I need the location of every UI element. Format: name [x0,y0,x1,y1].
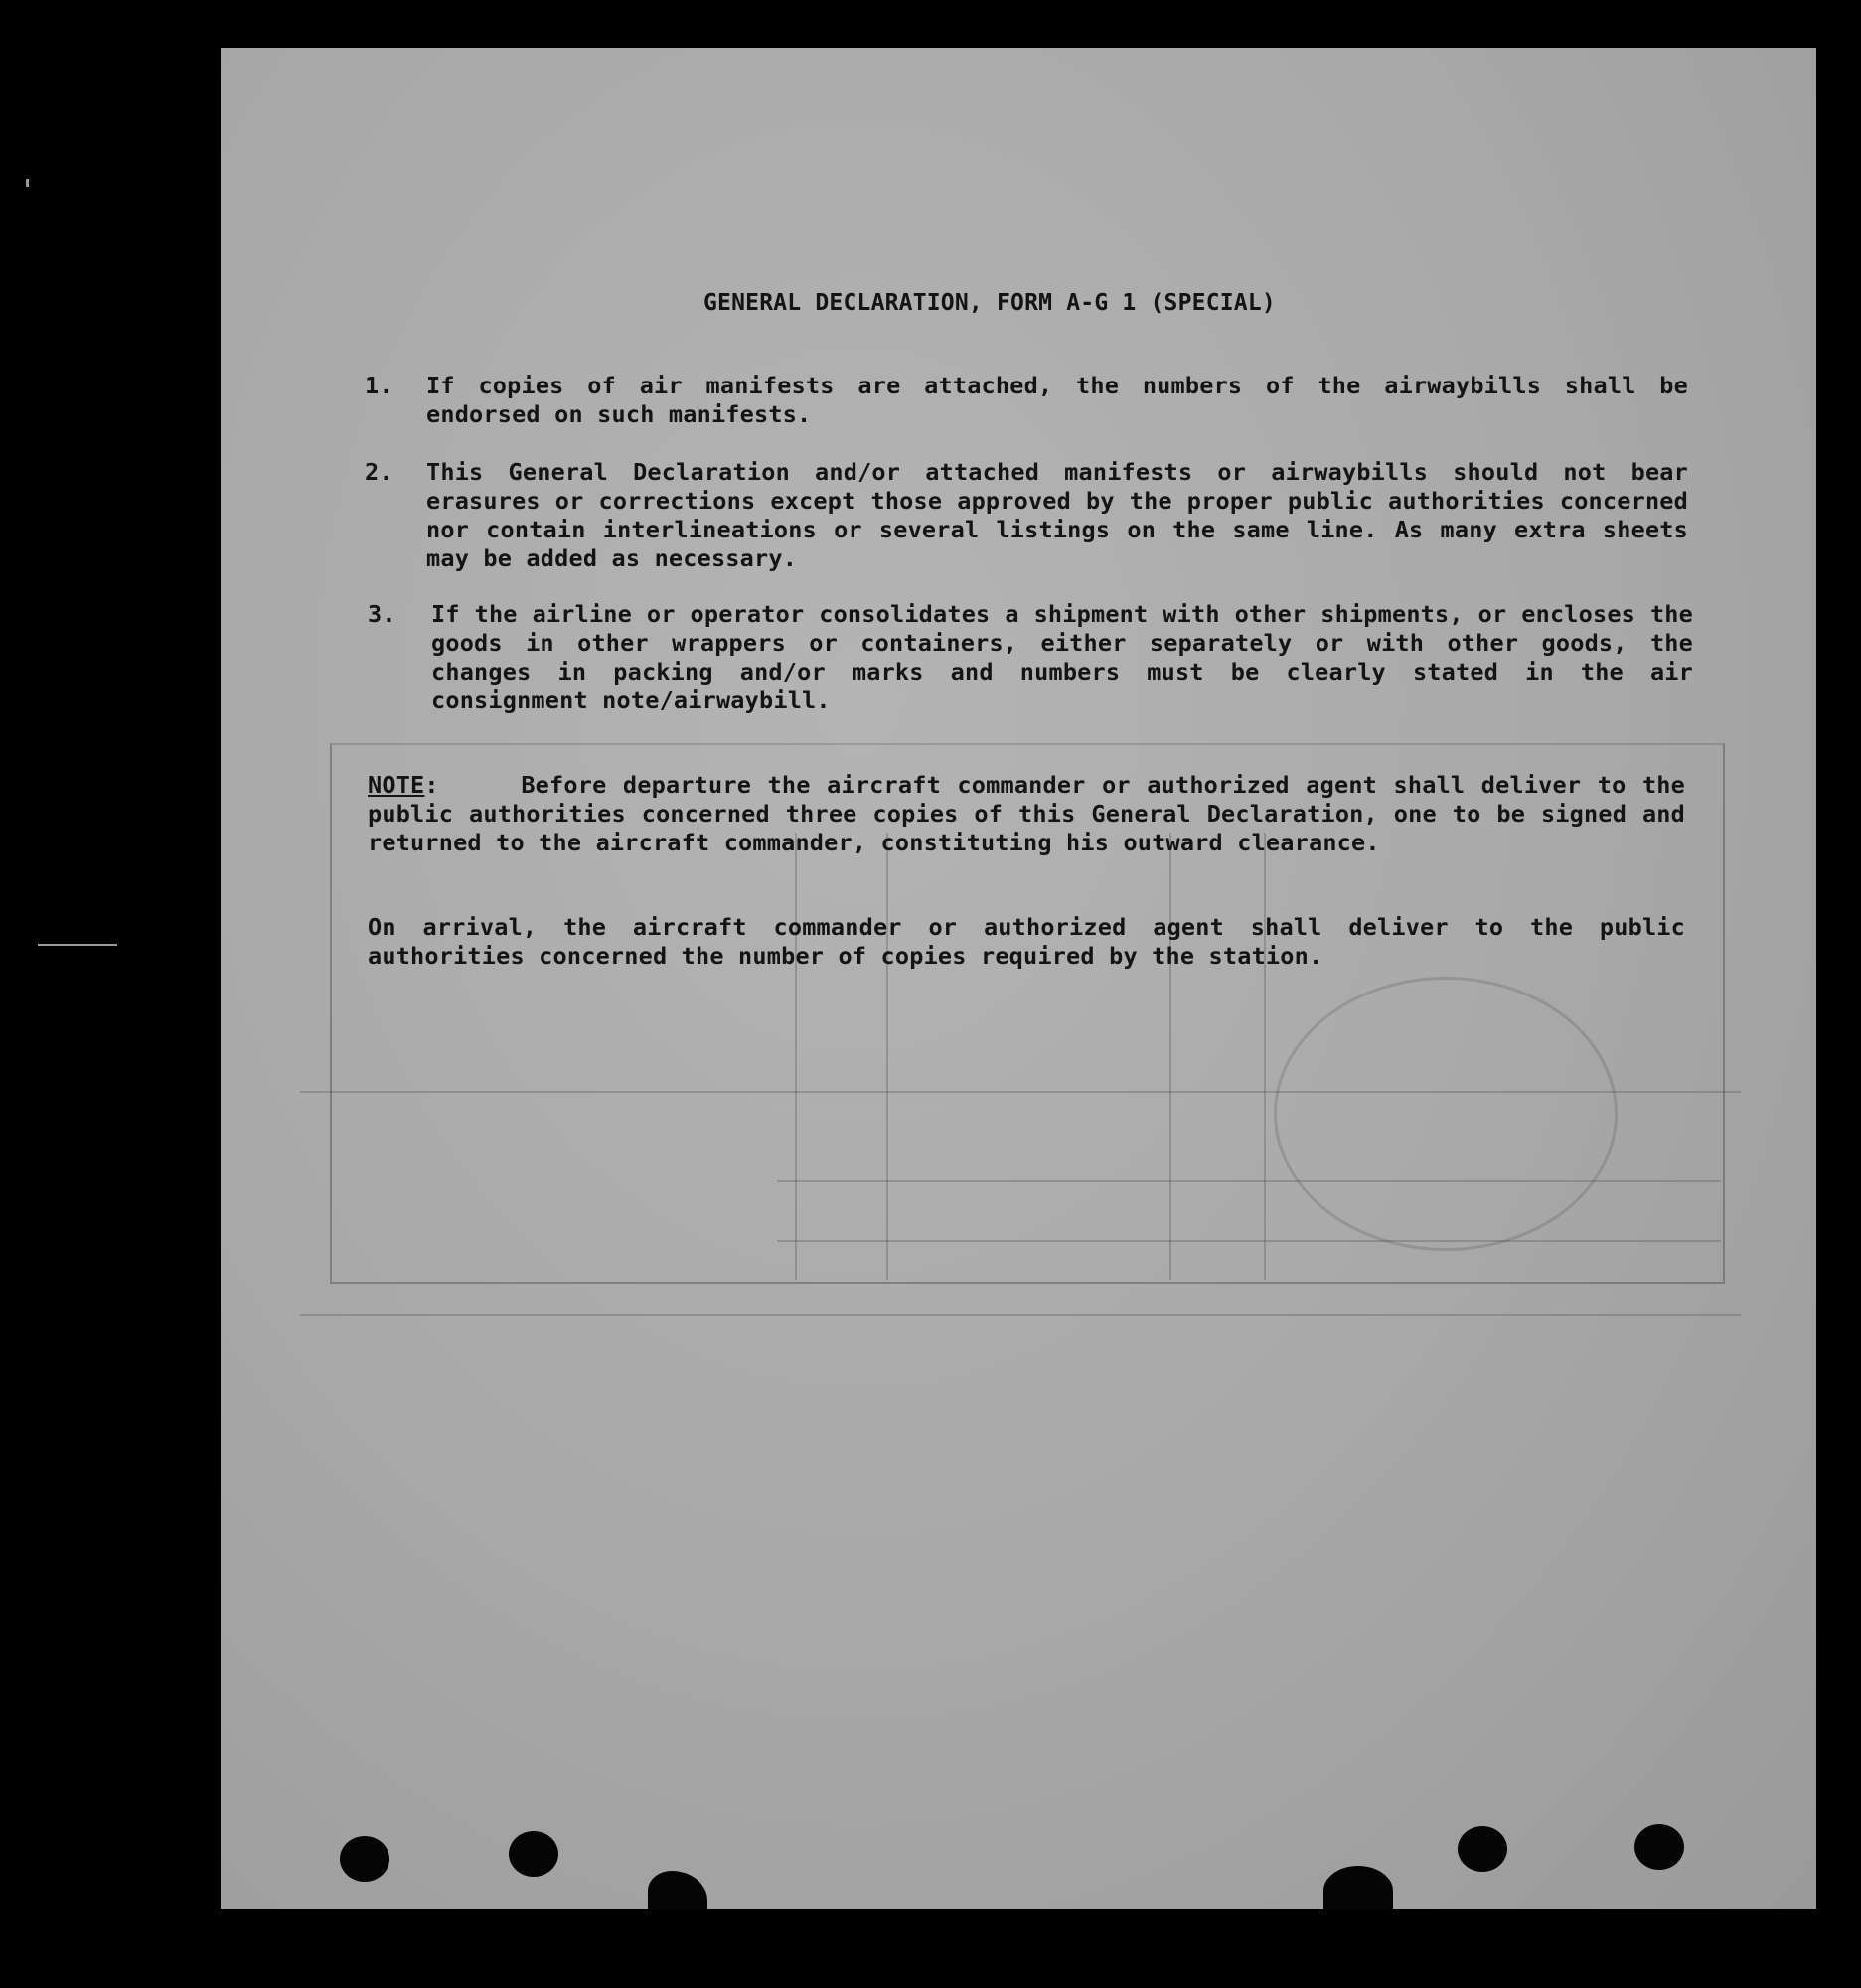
scan-artifact [38,944,117,946]
item-2-text: This General Declaration and/or attached manifests or airwaybills should not bear erasures or corrections except those approved by the proper public authorities concerned nor contain interlineations or several listings on the same line. As many extra sheets may be added as necessary. [426,458,1688,572]
bleed-through-line [300,1314,1741,1316]
item-3-text: If the airline or operator consolidates a shipment with other shipments, or encloses the goods in other wrappers or containers, either separately or with other goods, the changes in packing and/or marks and numbers must be clearly stated in the air consignment note/airwaybill. [431,600,1693,714]
torn-edge [648,1871,707,1909]
arrival-paragraph: On arrival, the aircraft commander or authorized agent shall deliver to the public authorities concerned the number of copies required by the station. [368,913,1685,970]
torn-edge [1323,1866,1393,1909]
punch-hole [1458,1826,1507,1872]
item-1-number: 1. [365,372,393,399]
punch-hole [1634,1824,1684,1870]
punch-hole [509,1831,558,1877]
note-paragraph: NOTE: Before departure the aircraft commander or authorized agent shall deliver to the public authorities concerned three copies of this General Declaration, one to be signed and returned to the aircraft commander, constituting his outward clearance. [368,771,1685,856]
bleed-through-stamp [1274,977,1618,1251]
bleed-through-divider [1264,833,1266,1280]
scan-artifact [26,179,29,187]
item-1-text: If copies of air manifests are attached, the numbers of the airwaybills shall be endorsed on such manifests. [426,372,1688,428]
bleed-through-divider [886,833,888,1280]
note-text: Before departure the aircraft commander or authorized agent shall deliver to the public authorities concerned three copies of this General Declaration, one to be signed and returned to the aircraft commander, constituting his outward clearance. [368,771,1685,856]
item-2-number: 2. [365,458,393,486]
document-sheet [221,48,1816,1909]
item-3-number: 3. [368,600,396,628]
bleed-through-divider [795,833,797,1280]
punch-hole [340,1836,389,1882]
note-label: NOTE [368,771,425,799]
form-title: GENERAL DECLARATION, FORM A-G 1 (SPECIAL) [703,290,1276,316]
bleed-through-divider [1169,833,1171,1280]
